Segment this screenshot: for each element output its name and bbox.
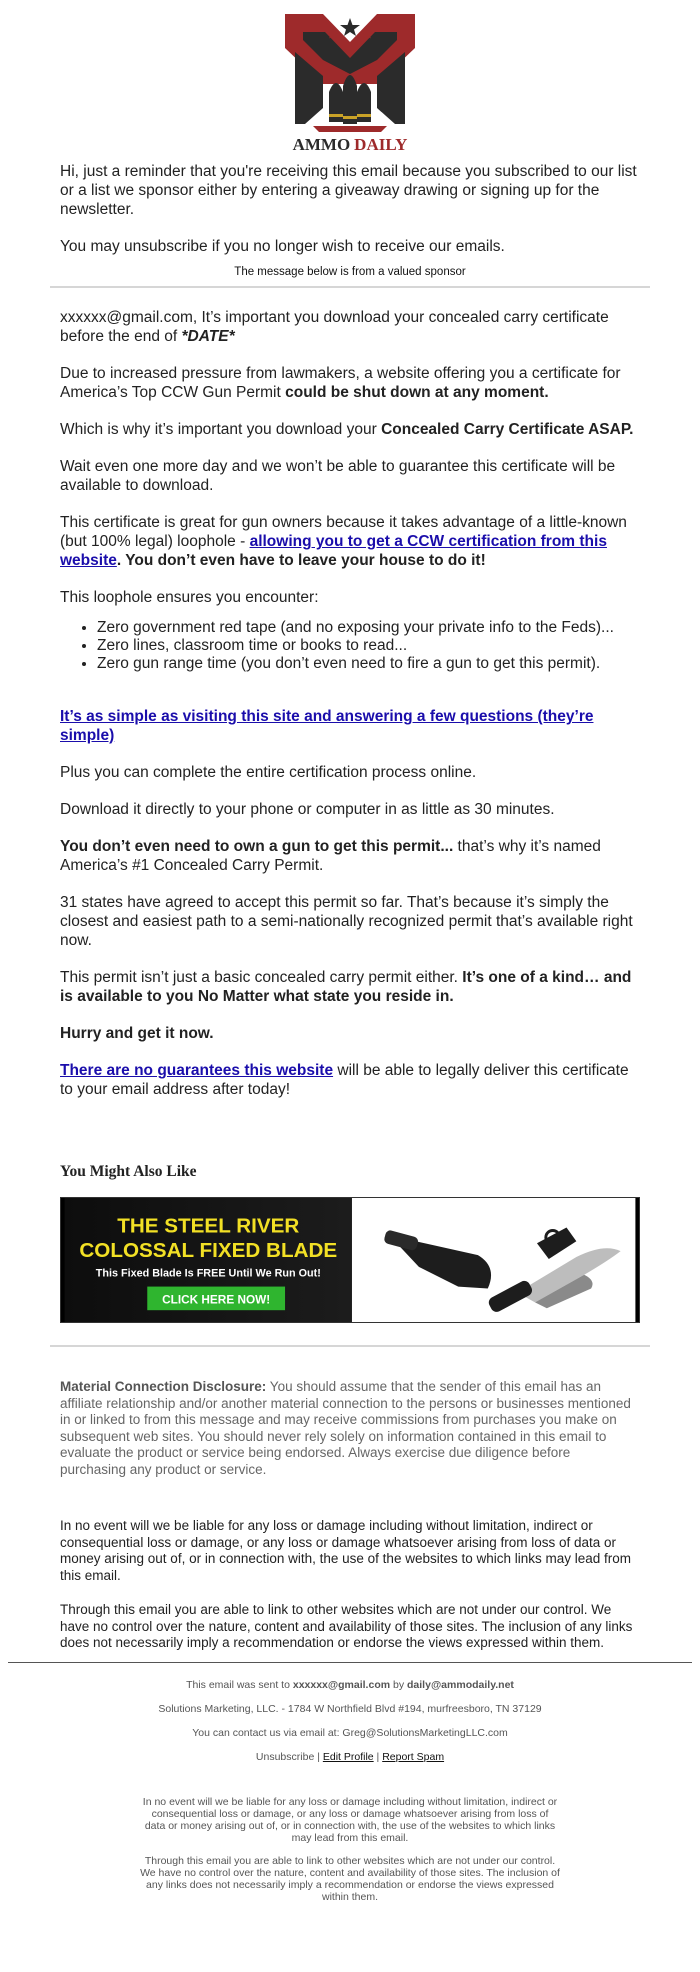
legal-section — [60, 1518, 640, 1652]
external-links-paragraph: Through this email you are able to link to other websites which are not under our control. We have no control over the nature, content and availability of those sites. The inclusion of any links does not necessarily imply a recommendation or endorse the views expressed within them. — [60, 1602, 633, 1650]
body-paragraph-1: xxxxxx@gmail.com, It’s important you download your concealed carry certificate before the end of *DATE* — [60, 309, 609, 345]
body-paragraph-link — [60, 707, 640, 745]
loophole-benefits-list — [60, 619, 640, 673]
body-paragraph-11: This permit isn’t just a basic concealed carry permit either. It’s one of a kind… and is available to you No Matter what state you reside in. — [60, 969, 632, 1005]
sent-to-line: This email was sent to xxxxxx@gmail.com by daily@ammodaily.net — [186, 1678, 514, 1691]
divider — [50, 286, 650, 288]
footer-legal — [140, 1796, 560, 1903]
logo-wordmark: AMMO DAILY — [292, 135, 408, 154]
ccw-certification-link[interactable]: allowing you to get a CCW certification from this website — [60, 533, 607, 569]
no-guarantees-link[interactable]: There are no guarantees this website — [60, 1062, 334, 1079]
body-paragraph-10: 31 states have agreed to accept this permit so far. That’s because it’s simply the closest and easiest path to a semi-nationally recognized permit that’s available right now. — [60, 894, 633, 949]
liability-paragraph: In no event will we be liable for any loss or damage including without limitation, indirect or consequential loss or damage, or any loss or damage whatsoever arising from loss of data or money arising out of, or in connection with, the use of the websites to which links may lead from this email. — [60, 1518, 632, 1583]
footer-links-paragraph: Through this email you are able to link to other websites which are not under our control. We have no control over the nature, content and availability of those sites. The inclusion of any links does not necessarily imply a recommendation or endorse the views expressed within them. — [140, 1854, 560, 1903]
banner-cta-label: CLICK HERE NOW! — [162, 1292, 271, 1307]
banner-title-line2: COLOSSAL FIXED BLADE — [79, 1239, 338, 1263]
footer-liability-paragraph: In no event will we be liable for any loss or damage including without limitation, indirect or consequential loss or damage, or any loss or damage whatsoever arising from loss of data or money arising out of, or in connection with, the use of the websites to which links may lead from this email. — [142, 1795, 558, 1844]
banner-subtitle: This Fixed Blade Is FREE Until We Run Out! — [95, 1267, 321, 1280]
body-paragraph-9: You don’t even need to own a gun to get this permit... that’s why it’s named America’s #1 Concealed Carry Permit. — [60, 838, 601, 874]
body-paragraph-6: This loophole ensures you encounter: — [60, 589, 319, 606]
body-paragraph-7: Plus you can complete the entire certification process online. — [60, 764, 477, 781]
body-paragraph-8: Download it directly to your phone or computer in as little as 30 minutes. — [60, 801, 555, 818]
body-paragraph-3: Which is why it’s important you download your Concealed Carry Certificate ASAP. — [60, 421, 634, 438]
body-paragraph-13: There are no guarantees this website will be able to legally deliver this certificate to your email address after today! — [60, 1062, 629, 1098]
body-paragraph-2: Due to increased pressure from lawmakers, a website offering you a certificate for America’s Top CCW Gun Permit could be shut down at any moment. — [60, 365, 621, 401]
edit-profile-link[interactable]: Edit Profile — [322, 1750, 374, 1763]
company-address: Solutions Marketing, LLC. - 1784 W Northfield Blvd #194, murfreesboro, TN 37129 — [158, 1702, 542, 1715]
contact-email-line: You can contact us via email at: Greg@SolutionsMarketingLLC.com — [192, 1726, 508, 1739]
you-might-also-like-heading: You Might Also Like — [60, 1163, 197, 1180]
footer-links: Unsubscribe | Edit Profile | Report Spam — [255, 1750, 445, 1763]
footer — [0, 1679, 700, 1764]
list-item: • Zero lines, classroom time or books to read... — [97, 637, 640, 655]
unsubscribe-note: You may unsubscribe if you no longer wish to receive our emails. — [60, 238, 505, 255]
divider — [8, 1662, 692, 1663]
intro-section — [60, 162, 640, 256]
report-spam-link[interactable]: Report Spam — [382, 1750, 445, 1763]
banner-title-line1: THE STEEL RIVER — [117, 1214, 300, 1238]
simple-visit-site-link[interactable]: It’s as simple as visiting this site and answering a few questions (they’re simple) — [60, 708, 594, 744]
list-item: • Zero government red tape (and no exposing your private info to the Feds)... — [97, 619, 640, 637]
divider — [50, 1345, 650, 1347]
logo-star-icon — [340, 18, 360, 36]
ammo-daily-logo[interactable] — [285, 14, 415, 156]
subscription-reminder: Hi, just a reminder that you're receiving this email because you subscribed to our list or a list we sponsor either by entering a giveaway drawing or signing up for the newsletter. — [60, 163, 637, 218]
body-paragraph-5: This certificate is great for gun owners because it takes advantage of a little-known (but 100% legal) loophole - allowing you to get a CCW certification from this website. You don’t even have to leave your house to do it! — [60, 514, 627, 569]
list-item: • Zero gun range time (you don’t even need to fire a gun to get this permit). — [97, 655, 640, 673]
message-body — [60, 308, 640, 1099]
material-connection-disclosure: Material Connection Disclosure: You should assume that the sender of this email has an affiliate relationship and/or another material connection to the persons or businesses mentioned in or linked to from this message and may receive commissions from purchases you make on subsequent web sites. You should never rely solely on information contained in this email to evaluate the product or service being endorsed. Always exercise due diligence before purchasing any product or service. — [60, 1379, 631, 1477]
body-paragraph-12: Hurry and get it now. — [60, 1025, 214, 1042]
sponsor-note: The message below is from a valued sponsor — [234, 266, 466, 278]
email-container — [0, 14, 700, 1903]
body-paragraph-4: Wait even one more day and we won’t be able to guarantee this certificate will be available to download. — [60, 458, 616, 494]
promo-banner[interactable] — [60, 1197, 640, 1323]
unsubscribe-link[interactable]: Unsubscribe — [255, 1750, 315, 1763]
